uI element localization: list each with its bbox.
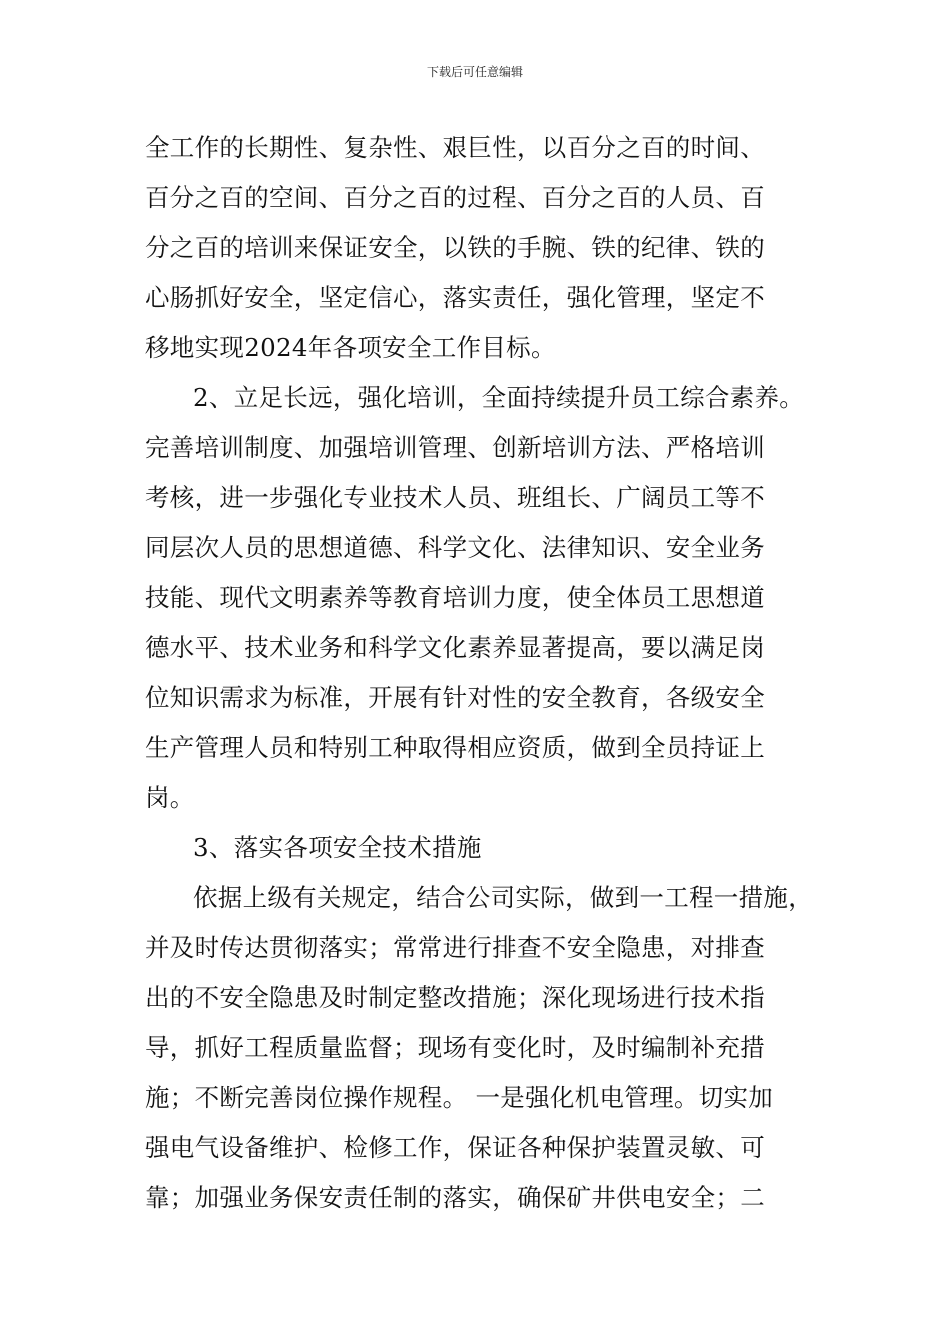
page-header: 下载后可任意编辑: [426, 65, 523, 79]
text-line: 导，抓好工程质量监督；现场有变化时，及时编制补充措: [145, 1033, 765, 1062]
paragraph-heading: 2、立足长远，强化培训，全面持续提升员工综合素养。: [193, 383, 805, 412]
text-line: 岗。: [145, 783, 195, 812]
text-line: 全工作的长期性、复杂性、艰巨性，以百分之百的时间、: [145, 133, 765, 162]
section-heading: 3、落实各项安全技术措施: [193, 833, 482, 862]
text-line: 完善培训制度、加强培训管理、创新培训方法、严格培训: [145, 433, 765, 462]
text-line: 技能、现代文明素养等教育培训力度，使全体员工思想道: [145, 583, 765, 612]
text-line: 同层次人员的思想道德、科学文化、法律知识、安全业务: [145, 533, 765, 562]
text-line: 生产管理人员和特别工种取得相应资质，做到全员持证上: [145, 733, 765, 762]
text-line: 百分之百的空间、百分之百的过程、百分之百的人员、百: [145, 183, 765, 212]
text-line: 位知识需求为标准，开展有针对性的安全教育，各级安全: [145, 683, 765, 712]
text-line: 分之百的培训来保证安全，以铁的手腕、铁的纪律、铁的: [145, 233, 765, 262]
text-line: 出的不安全隐患及时制定整改措施；深化现场进行技术指: [145, 983, 765, 1012]
text-line: 心肠抓好安全，坚定信心，落实责任，强化管理，坚定不: [145, 283, 765, 312]
text-line: 移地实现2024年各项安全工作目标。: [145, 333, 556, 362]
text-line: 强电气设备维护、检修工作，保证各种保护装置灵敏、可: [145, 1133, 765, 1162]
text-line: 德水平、技术业务和科学文化素养显著提高，要以满足岗: [145, 633, 765, 662]
text-line: 考核，进一步强化专业技术人员、班组长、广阔员工等不: [145, 483, 765, 512]
paragraph-start: 依据上级有关规定，结合公司实际，做到一工程一措施，: [193, 883, 813, 912]
text-line: 并及时传达贯彻落实；常常进行排查不安全隐患，对排查: [145, 933, 765, 962]
text-line: 施；不断完善岗位操作规程。 一是强化机电管理。切实加: [145, 1083, 774, 1112]
text-line: 靠；加强业务保安责任制的落实，确保矿井供电安全；二: [145, 1183, 765, 1212]
